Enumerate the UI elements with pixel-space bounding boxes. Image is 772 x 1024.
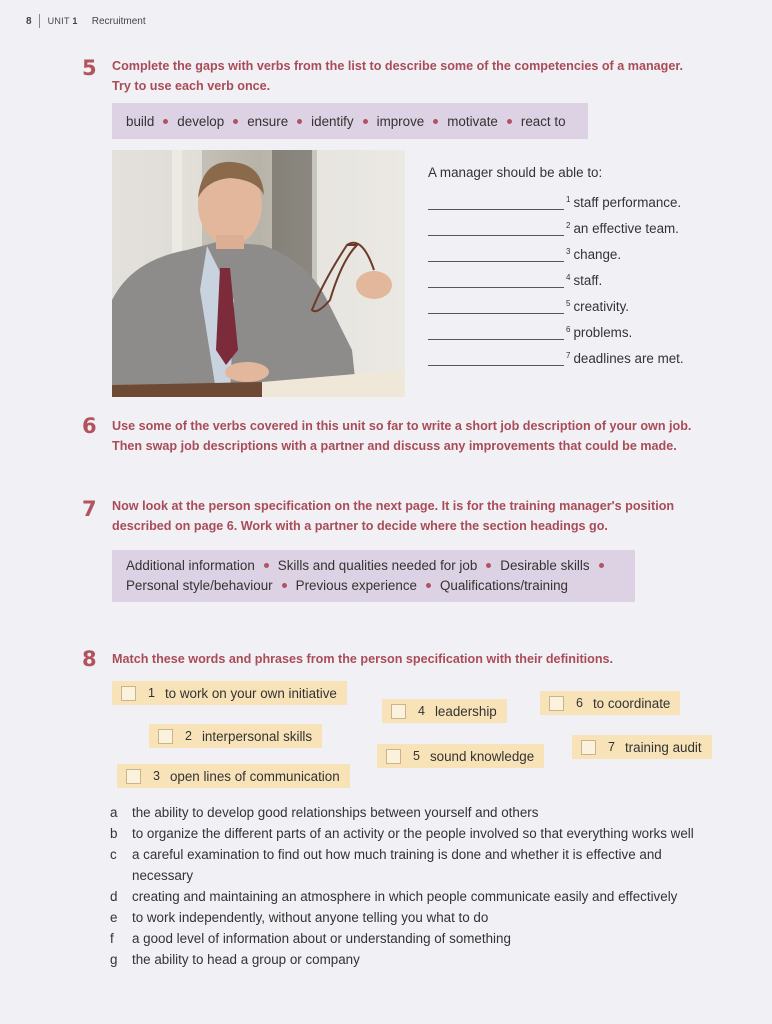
match-item-5 — [377, 744, 544, 768]
definition-item — [110, 886, 740, 907]
definition-letter: e — [110, 910, 118, 925]
bullet-dot — [163, 119, 168, 124]
gap-blank-4[interactable] — [428, 269, 564, 288]
match-item-number: 1 — [148, 686, 155, 700]
page-header — [26, 14, 146, 28]
bullet-dot — [433, 119, 438, 124]
exercise-6-instruction — [112, 416, 691, 456]
match-item-text: to work on your own initiative — [164, 685, 337, 701]
definition-letter: b — [110, 826, 118, 841]
definition-text: to work independently, without anyone telling you what to do — [132, 910, 489, 925]
exercise-6-instruction-line-1: Use some of the verbs covered in this unit so far to write a short job description of your own job. — [112, 419, 692, 433]
gap-number: 3 — [566, 247, 571, 256]
gap-blank-5[interactable] — [428, 295, 564, 314]
match-item-6 — [540, 691, 680, 715]
gap-number: 5 — [566, 299, 571, 308]
exercise-7-instruction-line-2: described on page 6. Work with a partner to decide where the section headings go. — [112, 519, 608, 533]
exercise-7-instruction — [112, 496, 674, 536]
answer-checkbox[interactable] — [158, 729, 173, 744]
definition-item — [110, 844, 740, 865]
gap-text: creativity. — [573, 299, 630, 314]
match-item-1 — [112, 681, 347, 705]
bullet-dot — [486, 563, 491, 568]
gap-row — [428, 210, 684, 236]
verb-word: improve — [376, 113, 425, 129]
match-item-text: open lines of communication — [169, 768, 340, 784]
section-headings-box — [112, 550, 635, 602]
definition-letter: f — [110, 931, 114, 946]
match-item-text: sound knowledge — [429, 748, 535, 764]
gap-row — [428, 184, 684, 210]
match-item-3 — [117, 764, 350, 788]
bullet-dot — [282, 583, 287, 588]
definition-item-continuation — [110, 865, 740, 886]
section-heading: Previous experience — [295, 577, 417, 593]
answer-checkbox[interactable] — [126, 769, 141, 784]
definition-letter: a — [110, 805, 118, 820]
section-heading: Qualifications/training — [439, 577, 568, 593]
unit-word: UNIT — [47, 16, 70, 26]
gap-blank-1[interactable] — [428, 191, 564, 210]
bullet-dot — [363, 119, 368, 124]
bullet-dot — [507, 119, 512, 124]
answer-checkbox[interactable] — [549, 696, 564, 711]
gap-row — [428, 236, 684, 262]
gap-text: staff. — [573, 273, 603, 288]
verb-word: react to — [520, 113, 566, 129]
gap-number: 2 — [566, 221, 571, 230]
gap-row — [428, 340, 684, 366]
gap-text: an effective team. — [573, 221, 679, 236]
bullet-dot — [297, 119, 302, 124]
match-item-number: 3 — [153, 769, 160, 783]
gap-text: problems. — [573, 325, 633, 340]
gap-number: 6 — [566, 325, 571, 334]
match-item-text: to coordinate — [592, 695, 671, 711]
exercise-7-number: 7 — [82, 497, 97, 521]
match-item-2 — [149, 724, 322, 748]
section-heading: Desirable skills — [500, 557, 590, 573]
answer-checkbox[interactable] — [386, 749, 401, 764]
gap-text: change. — [573, 247, 622, 262]
exercise-5-instruction — [112, 56, 683, 96]
definition-text: creating and maintaining an atmosphere in which people communicate easily and effectively — [132, 889, 678, 904]
match-item-number: 7 — [608, 740, 615, 754]
header-divider — [39, 14, 40, 28]
gap-number: 4 — [566, 273, 571, 282]
exercise-6-instruction-line-2: Then swap job descriptions with a partner and discuss any improvements that could be made. — [112, 439, 677, 453]
gap-blank-7[interactable] — [428, 347, 564, 366]
headings-row-2 — [126, 575, 621, 595]
match-item-text: training audit — [624, 739, 702, 755]
exercise-8-instruction: Match these words and phrases from the person specification with their definitions. — [112, 652, 614, 666]
match-item-number: 2 — [185, 729, 192, 743]
definition-text: necessary — [132, 868, 194, 883]
gap-text: deadlines are met. — [573, 351, 684, 366]
verb-word: identify — [311, 113, 354, 129]
definition-letter: g — [110, 952, 118, 967]
bullet-dot — [233, 119, 238, 124]
definition-item — [110, 802, 740, 823]
manager-photo — [112, 150, 405, 397]
exercise-7-instruction-line-1: Now look at the person specification on the next page. It is for the training manager's position — [112, 499, 675, 513]
answer-checkbox[interactable] — [121, 686, 136, 701]
section-title: Recruitment — [91, 15, 146, 27]
definition-letter: d — [110, 889, 118, 904]
definition-letter: c — [110, 847, 117, 862]
gap-number: 7 — [566, 351, 571, 360]
page-number: 8 — [26, 15, 32, 27]
gap-lead-text: A manager should be able to: — [428, 165, 603, 180]
match-item-7 — [572, 735, 712, 759]
bullet-dot — [426, 583, 431, 588]
bullet-dot — [599, 563, 604, 568]
gap-row — [428, 314, 684, 340]
section-heading: Additional information — [126, 557, 255, 573]
verb-word: motivate — [447, 113, 498, 129]
manager-photo-illustration — [112, 150, 405, 397]
definitions-list — [110, 802, 740, 970]
match-item-4 — [382, 699, 507, 723]
unit-number: 1 — [72, 16, 78, 26]
gap-sentences — [428, 162, 684, 366]
gap-blank-2[interactable] — [428, 217, 564, 236]
exercise-6-number: 6 — [82, 414, 97, 438]
definition-text: a good level of information about or understanding of something — [132, 931, 511, 946]
bullet-dot — [264, 563, 269, 568]
definition-item — [110, 823, 740, 844]
definition-text: the ability to develop good relationships between yourself and others — [132, 805, 539, 820]
unit-label — [48, 16, 78, 26]
gap-blank-6[interactable] — [428, 321, 564, 340]
exercise-5-instruction-line-1: Complete the gaps with verbs from the list to describe some of the competencies of a manager. — [112, 59, 684, 73]
verb-list-box — [112, 103, 588, 139]
gap-row — [428, 262, 684, 288]
exercise-5-number: 5 — [82, 56, 97, 80]
match-item-number: 5 — [413, 749, 420, 763]
definition-letter — [110, 865, 132, 886]
exercise-5-instruction-line-2: Try to use each verb once. — [112, 79, 271, 93]
definition-item — [110, 907, 740, 928]
gap-row — [428, 288, 684, 314]
match-item-text: interpersonal skills — [201, 728, 313, 744]
answer-checkbox[interactable] — [391, 704, 406, 719]
match-item-number: 4 — [418, 704, 425, 718]
definition-text: a careful examination to find out how much training is done and whether it is effective and — [132, 847, 662, 862]
section-heading: Skills and qualities needed for job — [277, 557, 478, 573]
section-heading: Personal style/behaviour — [126, 577, 273, 593]
definition-text: the ability to head a group or company — [132, 952, 360, 967]
verb-word: ensure — [247, 113, 289, 129]
verb-word: develop — [177, 113, 225, 129]
gap-number: 1 — [566, 195, 571, 204]
gap-text: staff performance. — [573, 195, 682, 210]
exercise-8-number: 8 — [82, 647, 97, 671]
definition-text: to organize the different parts of an activity or the people involved so that everything works well — [132, 826, 694, 841]
verb-word: build — [126, 113, 155, 129]
definition-item — [110, 949, 740, 970]
definition-item — [110, 928, 740, 949]
match-item-number: 6 — [576, 696, 583, 710]
headings-row-1 — [126, 555, 621, 575]
gap-blank-3[interactable] — [428, 243, 564, 262]
answer-checkbox[interactable] — [581, 740, 596, 755]
match-item-text: leadership — [434, 703, 497, 719]
